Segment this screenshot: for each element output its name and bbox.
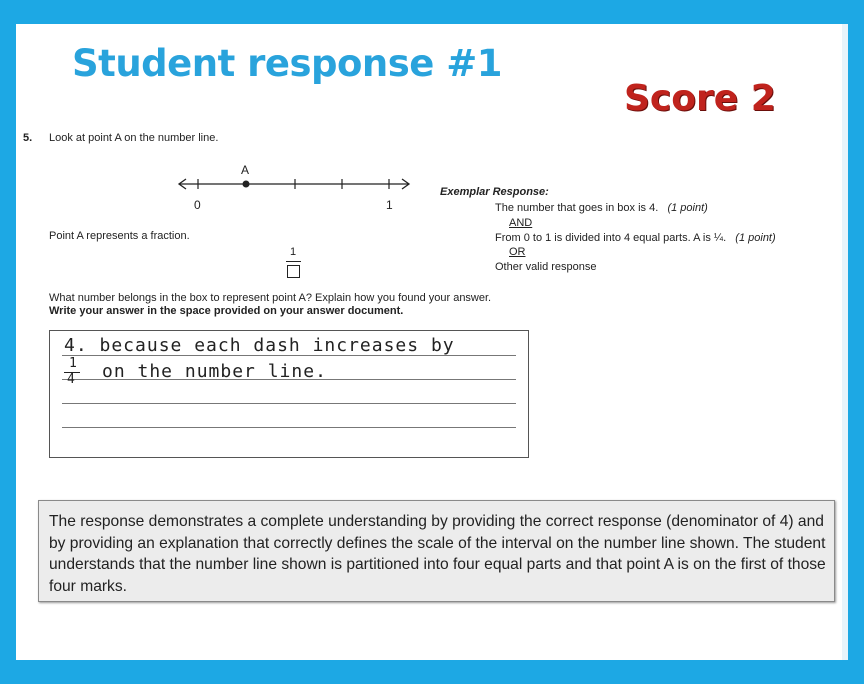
slide-title: Student response #1 [72, 42, 503, 85]
fraction-bar [286, 261, 301, 262]
fraction-statement: Point A represents a fraction. [49, 230, 190, 242]
tick-label-one: 1 [386, 198, 393, 212]
answer-line [62, 427, 516, 428]
question-instruction: What number belongs in the box to represent point A? Explain how you found your answer. [49, 292, 492, 304]
exemplar-line-1: The number that goes in box is 4. (1 point) [495, 202, 708, 214]
handwritten-line-1: 4. because each dash increases by [64, 335, 455, 356]
scoring-explanation: The response demonstrates a complete understanding by providing the correct response (denominator of 4) and by providing an explanation that correctly defines the scale of the interval on the number line shown. The student understands that the number line shown is partitioned into four equal parts and that point A is on the first of those four marks. [49, 513, 826, 595]
point-a-label: A [241, 163, 250, 177]
fraction-denominator-box [287, 265, 300, 278]
tick-label-zero: 0 [194, 198, 201, 212]
answer-line [62, 403, 516, 404]
handwritten-fraction-denominator: 4 [67, 372, 76, 387]
point-a-marker [243, 181, 250, 188]
exemplar-or: OR [509, 246, 526, 258]
exemplar-line-3: Other valid response [495, 261, 597, 273]
question-number: 5. [23, 132, 33, 144]
handwritten-fraction-numerator: 1 [69, 356, 78, 371]
slide-edge-strip [842, 24, 848, 660]
score-label: Score 2 [624, 78, 776, 119]
student-answer-box [49, 330, 529, 458]
exemplar-and: AND [509, 217, 533, 229]
scoring-explanation-box [38, 500, 835, 602]
number-line [174, 160, 414, 220]
fraction-numerator: 1 [290, 246, 297, 258]
exemplar-heading: Exemplar Response: [440, 186, 549, 198]
handwritten-line-2: on the number line. [102, 361, 327, 382]
exemplar-line-2: From 0 to 1 is divided into 4 equal parts. A is ¼. (1 point) [495, 232, 776, 244]
slide [16, 24, 848, 660]
answer-instruction: Write your answer in the space provided on your answer document. [49, 305, 404, 317]
question-prompt: Look at point A on the number line. [49, 132, 219, 144]
